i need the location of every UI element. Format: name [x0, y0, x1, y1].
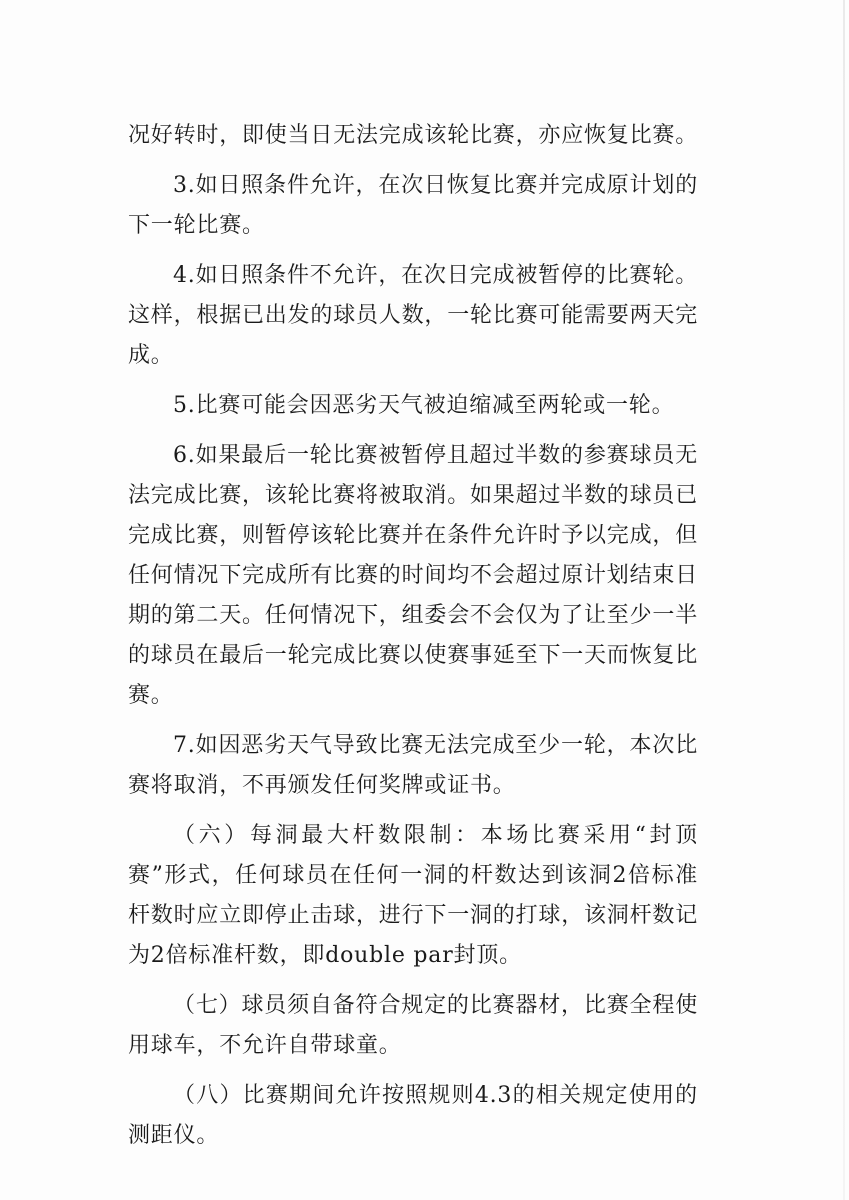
paragraph-item-3: 3.如日照条件允许，在次日恢复比赛并完成原计划的下一轮比赛。 [128, 173, 698, 238]
document-body [128, 116, 698, 1156]
paragraph-section-7: （七）球员须自备符合规定的比赛器材，比赛全程使用球车，不允许自带球童。 [128, 993, 698, 1058]
paragraph-item-6: 6.如果最后一轮比赛被暂停且超过半数的参赛球员无法完成比赛，该轮比赛将被取消。如果超过半数的球员已完成比赛，则暂停该轮比赛并在条件允许时予以完成，但任何情况下完成所有比赛的时间均不会超过原计划结束日期的第二天。任何情况下，组委会不会仅为了让至少一半的球员在最后一轮完成比赛以使赛事延至下一天而恢复比赛。 [128, 443, 699, 708]
paragraph-item-4: 4.如日照条件不允许，在次日完成被暂停的比赛轮。这样，根据已出发的球员人数，一轮比赛可能需要两天完成。 [128, 263, 699, 368]
scan-edge-line [843, 0, 845, 1200]
paragraph-section-6: （六）每洞最大杆数限制：本场比赛采用“封顶赛”形式，任何球员在任何一洞的杆数达到该洞2倍标准杆数时应立即停止击球，进行下一洞的打球，该洞杆数记为2倍标准杆数，即double par封顶。 [128, 823, 699, 968]
paragraph-item-5: 5.比赛可能会因恶劣天气被迫缩减至两轮或一轮。 [173, 393, 675, 418]
paragraph-item-7: 7.如因恶劣天气导致比赛无法完成至少一轮，本次比赛将取消，不再颁发任何奖牌或证书。 [128, 733, 698, 798]
paragraph-continuation: 况好转时，即使当日无法完成该轮比赛，亦应恢复比赛。 [128, 123, 699, 148]
paragraph-section-8: （八）比赛期间允许按照规则4.3的相关规定使用的测距仪。 [128, 1083, 698, 1148]
